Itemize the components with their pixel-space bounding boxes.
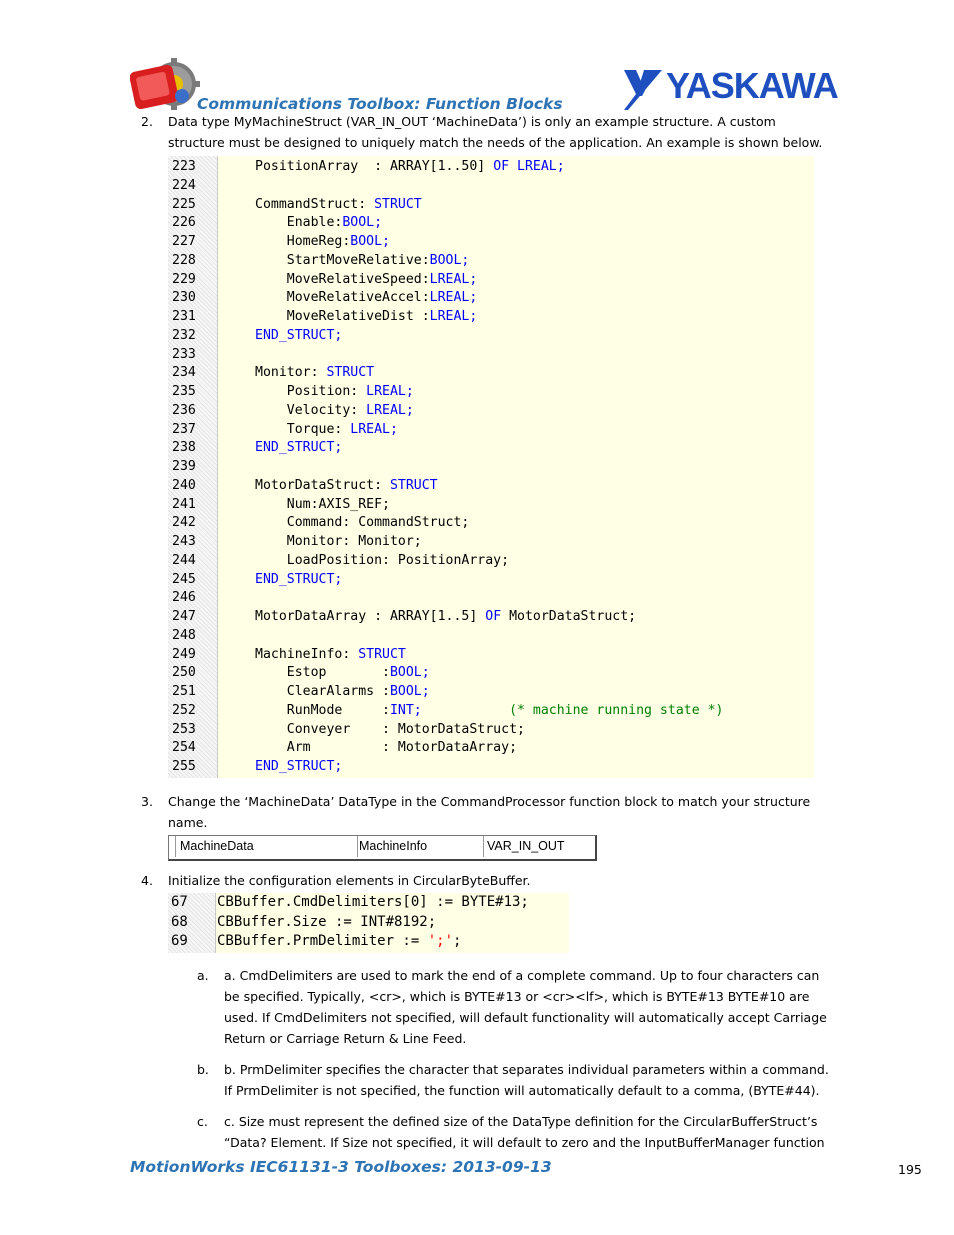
code-plain: Num:AXIS_REF; [255,496,390,512]
subitem-c-line1: c. Size must represent the defined size of the DataType definition for the CircularBufferStruct’s [224,1114,818,1129]
code-plain: CommandStruct: [255,196,375,212]
code-text [255,646,406,665]
toolbox-logo [130,56,200,112]
code-text [217,932,461,952]
code-keyword: BOOL; [389,684,430,699]
subitem-a-line3: used. If CmdDelimiters not specified, will default functionality will automatically accept Carriage [224,1010,827,1025]
code-keyword: LREAL; [429,290,478,306]
line-number: 249 [172,646,196,662]
code-plain: MoveRelativeAccel: [255,290,430,306]
var-name-cell: MachineData [175,836,358,857]
code-text [217,893,529,913]
code-keyword: STRUCT [358,646,406,662]
code-text [255,421,398,440]
code-keyword: END_STRUCT; [255,440,343,456]
code-keyword: INT; [389,702,422,718]
line-number: 230 [172,290,196,306]
struct-code-listing [168,156,814,778]
code-plain: Velocity: [255,402,367,418]
code-text [255,496,390,515]
code-plain: MachineInfo: [255,646,359,662]
item-2-text-line1: Data type MyMachineStruct (VAR_IN_OUT ‘MachineData’) is only an example structure. A custom [168,114,776,129]
code-text [255,477,438,496]
footer-title: MotionWorks IEC61131-3 Toolboxes: 2013-09-13 [130,1158,552,1176]
code-keyword: BOOL; [389,665,430,681]
item-3-text-line1: Change the ‘MachineData’ DataType in the CommandProcessor function block to match your structure [168,794,811,809]
code-text [255,214,382,233]
code-keyword: END_STRUCT; [255,327,343,343]
line-number: 225 [172,196,196,212]
code-text [255,383,414,402]
item-2-number: 2. [141,114,153,129]
subitem-b-label: b. [197,1062,209,1077]
code-plain: MotorDataArray : ARRAY[1..5] [255,609,486,624]
code-text [255,233,390,252]
code-comment: (* machine running state *) [421,702,724,718]
yaskawa-logo [622,66,846,112]
line-number: 223 [172,159,196,174]
item-3-text-line2: name. [168,815,208,830]
code-plain: Command: CommandStruct; [255,515,470,531]
code-text [255,739,517,758]
code-text [255,158,565,177]
code-plain: RunMode : [255,702,390,718]
line-number: 224 [172,177,196,193]
code-text [255,664,430,683]
line-number: 242 [172,515,196,531]
code-plain: CBBuffer.Size := INT#8192; [217,913,437,930]
code-text [255,289,477,308]
line-number: 253 [172,721,196,737]
line-number: 236 [172,402,196,418]
line-number: 228 [172,252,196,268]
line-number: 246 [172,590,196,606]
line-number: 239 [172,459,196,474]
line-number: 68 [171,913,188,930]
code-text [255,308,477,327]
line-number: 67 [171,894,188,910]
subitem-c-line2: “Data? Element. If Size not specified, it will default to zero and the InputBufferManager function [224,1135,825,1150]
code-plain: StartMoveRelative: [255,252,430,268]
line-number: 237 [172,421,196,437]
code-text [255,514,469,533]
code-text [255,608,636,627]
code-keyword: LREAL; [366,384,414,399]
code-text [255,552,509,571]
line-number: 252 [172,702,196,718]
code-plain: ClearAlarms : [255,684,390,699]
line-number: 69 [171,933,188,949]
line-number: 235 [172,384,196,399]
item-4-number: 4. [141,873,153,888]
code-keyword: LREAL; [429,271,478,287]
subitem-b-line1: b. PrmDelimiter specifies the character that separates individual parameters within a command. [224,1062,829,1077]
code-keyword: LREAL; [350,421,398,437]
line-number: 232 [172,327,196,343]
code-text [255,721,525,740]
code-text [255,758,342,777]
var-kind-cell: VAR_IN_OUT [487,839,565,853]
code-keyword: STRUCT [326,365,375,381]
line-number: 229 [172,271,196,287]
subitem-a-line4: Return or Carriage Return & Line Feed. [224,1031,467,1046]
code-text [255,252,469,271]
code-plain: PositionArray : ARRAY[1..50] [255,159,494,174]
gear-logo-icon [130,56,200,112]
code-text [255,702,723,721]
line-number: 240 [172,477,196,493]
variable-declaration-row [168,835,597,861]
subitem-a-line2: be specified. Typically, <cr>, which is BYTE#13 or <cr><lf>, which is BYTE#13 BYTE#10 are [224,989,810,1004]
code-text [255,683,430,702]
subitem-a-line1: a. CmdDelimiters are used to mark the end of a complete command. Up to four characters can [224,968,820,983]
code-plain: Monitor: Monitor; [255,534,422,549]
code-plain: Enable: [255,215,343,231]
code-keyword: OF [485,609,502,624]
subitem-b-line2: If PrmDelimiter is not specified, the function will automatically default to a comma, (BYTE#44). [224,1083,820,1098]
line-number: 238 [172,440,196,456]
code-keyword: STRUCT [374,196,422,212]
line-number: 255 [172,759,196,774]
line-number: 243 [172,534,196,549]
code-plain: MotorDataStruct: [255,477,390,493]
code-keyword: BOOL; [350,234,390,249]
code-keyword: BOOL; [429,252,470,268]
code-keyword: OF LREAL; [493,159,565,174]
line-number: 234 [172,365,196,381]
code-plain: Monitor: [255,365,327,381]
line-number: 231 [172,309,196,324]
code-plain: ; [453,933,462,949]
item-4-text-line1: Initialize the configuration elements in CircularByteBuffer. [168,873,531,888]
code-plain: CBBuffer.PrmDelimiter := [217,933,428,949]
code-text [255,271,477,290]
subitem-c-label: c. [197,1114,208,1129]
code-text [255,196,422,215]
header-title: Communications Toolbox: Function Blocks [197,95,563,113]
code-text [255,533,422,552]
code-plain: MoveRelativeDist : [255,309,430,324]
line-number: 245 [172,571,196,587]
code-plain: MoveRelativeSpeed: [255,271,430,287]
code-plain: Estop : [255,665,390,681]
line-number: 248 [172,627,196,643]
code-string: ';' [427,933,454,949]
code-text [255,571,342,590]
line-number: 244 [172,552,196,568]
code-text [217,913,436,933]
code-plain: Arm : MotorDataArray; [255,740,518,756]
buffer-init-code-listing [168,893,569,953]
line-number: 227 [172,234,196,249]
line-number: 226 [172,215,196,231]
subitem-a-label: a. [197,968,209,983]
line-number: 251 [172,684,196,699]
line-number: 233 [172,346,196,362]
code-plain: Conveyer : MotorDataStruct; [255,721,525,737]
line-number: 241 [172,496,196,512]
code-plain: LoadPosition: PositionArray; [255,552,510,568]
yaskawa-wordmark: YASKAWA [666,65,838,106]
code-text [255,327,342,346]
line-number: 247 [172,609,196,624]
item-2-text-line2: structure must be designed to uniquely match the needs of the application. An example is shown below. [168,135,823,150]
code-keyword: LREAL; [429,309,478,324]
code-plain: Position: [255,384,367,399]
line-number: 254 [172,740,196,756]
item-3-number: 3. [141,794,153,809]
code-keyword: LREAL; [366,402,414,418]
code-plain: CBBuffer.CmdDelimiters[0] := BYTE#13; [217,894,529,910]
code-keyword: STRUCT [389,477,438,493]
code-text [255,402,414,421]
line-number: 250 [172,665,196,681]
code-text [255,439,342,458]
code-keyword: BOOL; [342,215,383,231]
code-plain: MotorDataStruct; [501,609,637,624]
code-keyword: END_STRUCT; [255,571,343,587]
code-plain: Torque: [255,421,351,437]
var-type-cell: MachineInfo [355,836,484,857]
code-keyword: END_STRUCT; [255,759,343,774]
code-text [255,364,374,383]
page-number: 195 [898,1162,922,1177]
code-plain: HomeReg: [255,234,351,249]
